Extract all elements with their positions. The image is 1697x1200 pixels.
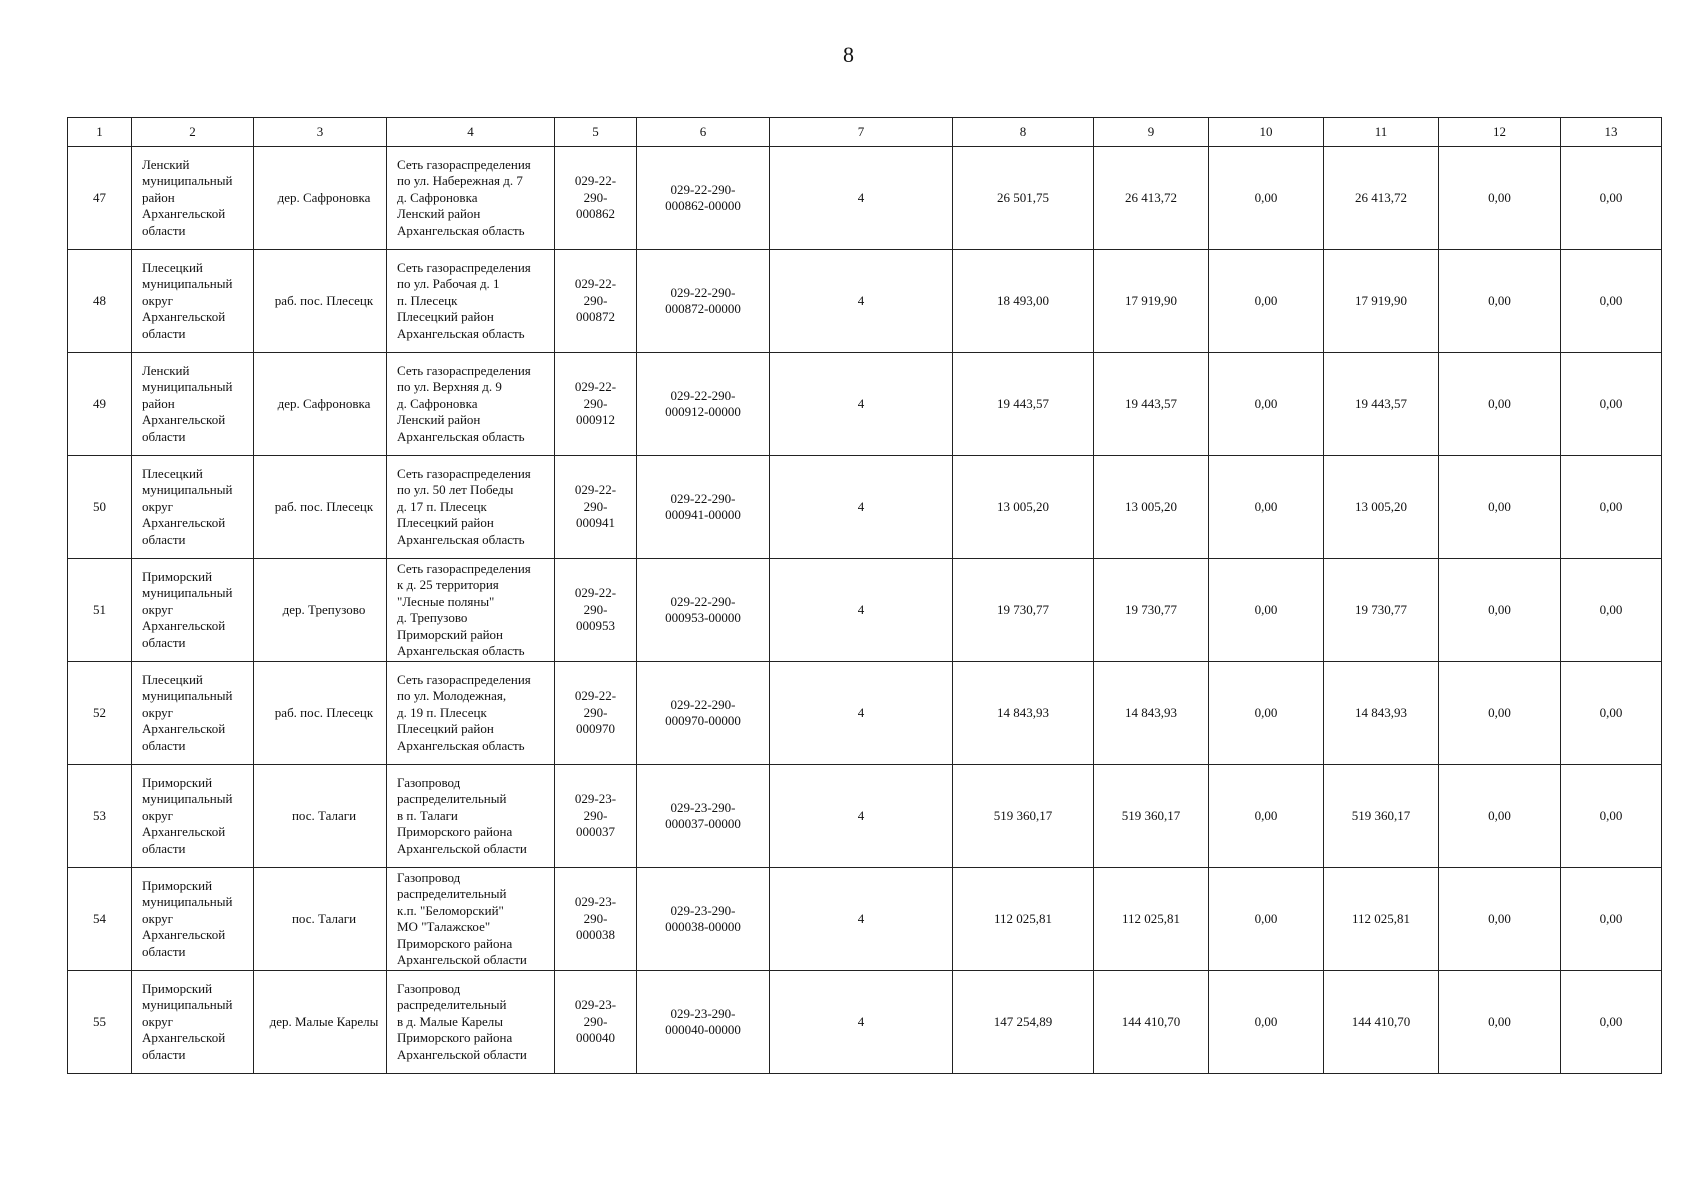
registration-number-cell xyxy=(637,250,770,353)
value-col8-cell-text: 26 501,75 xyxy=(997,189,1049,205)
category-cell xyxy=(770,250,953,353)
value-col13-cell-text: 0,00 xyxy=(1599,910,1623,926)
row-number-cell xyxy=(68,662,132,765)
object-name-cell xyxy=(387,971,555,1074)
value-col9-cell xyxy=(1094,559,1209,662)
municipality-cell-text: Приморский муниципальный округ Архангельской области xyxy=(142,980,233,1062)
table-row xyxy=(68,559,1662,662)
value-col8-cell xyxy=(953,971,1094,1074)
municipality-cell xyxy=(132,662,254,765)
row-number-cell xyxy=(68,250,132,353)
value-col9-cell-text: 14 843,93 xyxy=(1125,704,1177,720)
registration-number-cell xyxy=(637,147,770,250)
value-col13-cell-text: 0,00 xyxy=(1599,395,1623,411)
column-header-2: 2 xyxy=(132,118,254,147)
row-number-cell-text: 49 xyxy=(93,395,106,411)
registration-number-cell-text: 029-22-290- 000941-00000 xyxy=(665,490,741,522)
value-col10-cell-text: 0,00 xyxy=(1254,910,1278,926)
column-header-4: 4 xyxy=(387,118,555,147)
value-col8-cell xyxy=(953,250,1094,353)
value-col11-cell xyxy=(1324,250,1439,353)
value-col10-cell xyxy=(1209,868,1324,971)
object-code-cell xyxy=(555,559,637,662)
value-col13-cell xyxy=(1561,971,1662,1074)
value-col12-cell-text: 0,00 xyxy=(1488,601,1511,617)
value-col13-cell xyxy=(1561,353,1662,456)
registration-number-cell xyxy=(637,559,770,662)
object-code-cell-text: 029-22- 290- 000872 xyxy=(574,276,617,325)
object-name-cell-text: Сеть газораспределения по ул. Молодежная, д. 19 п. Плесецк Плесецкий район Архангельская область xyxy=(397,671,531,753)
row-number-cell-text: 48 xyxy=(93,292,106,308)
registration-number-cell-text: 029-22-290- 000912-00000 xyxy=(665,387,741,419)
municipality-cell xyxy=(132,147,254,250)
category-cell xyxy=(770,456,953,559)
value-col8-cell-text: 112 025,81 xyxy=(993,910,1053,926)
registration-number-cell-text: 029-23-290- 000040-00000 xyxy=(665,1005,741,1037)
value-col11-cell-text: 26 413,72 xyxy=(1355,189,1407,205)
registration-number-cell xyxy=(637,868,770,971)
settlement-cell-text: пос. Талаги xyxy=(291,910,357,926)
value-col10-cell xyxy=(1209,765,1324,868)
value-col11-cell-text: 19 730,77 xyxy=(1355,601,1407,617)
value-col13-cell xyxy=(1561,250,1662,353)
value-col12-cell-text: 0,00 xyxy=(1488,910,1511,926)
column-header-1: 1 xyxy=(68,118,132,147)
column-header-3: 3 xyxy=(254,118,387,147)
value-col11-cell xyxy=(1324,559,1439,662)
page-number: 8 xyxy=(843,42,854,67)
municipality-cell xyxy=(132,868,254,971)
table-row xyxy=(68,662,1662,765)
settlement-cell-text: раб. пос. Плесецк xyxy=(274,498,374,514)
category-cell-text: 4 xyxy=(857,601,865,617)
municipality-cell-text: Плесецкий муниципальный округ Архангельской области xyxy=(142,465,233,547)
category-cell-text: 4 xyxy=(857,292,865,308)
registration-number-cell-text: 029-22-290- 000862-00000 xyxy=(665,181,741,213)
settlement-cell-text: дер. Сафроновка xyxy=(277,189,371,205)
value-col13-cell-text: 0,00 xyxy=(1599,807,1623,823)
category-cell-text: 4 xyxy=(857,1013,865,1029)
object-name-cell-text: Газопровод распределительный в п. Талаги Приморского района Архангельской области xyxy=(397,774,527,856)
value-col8-cell xyxy=(953,353,1094,456)
value-col8-cell xyxy=(953,868,1094,971)
value-col10-cell-text: 0,00 xyxy=(1254,395,1278,411)
value-col8-cell-text: 18 493,00 xyxy=(997,292,1049,308)
object-name-cell xyxy=(387,868,555,971)
value-col12-cell-text: 0,00 xyxy=(1488,807,1511,823)
object-name-cell-text: Сеть газораспределения по ул. 50 лет Победы д. 17 п. Плесецк Плесецкий район Архангельская область xyxy=(397,465,531,547)
column-header-12: 12 xyxy=(1439,118,1561,147)
registration-number-cell-text: 029-22-290- 000872-00000 xyxy=(665,284,741,316)
registration-number-cell-text: 029-23-290- 000037-00000 xyxy=(665,799,741,831)
category-cell xyxy=(770,147,953,250)
object-code-cell-text: 029-22- 290- 000941 xyxy=(574,482,617,531)
value-col10-cell xyxy=(1209,559,1324,662)
settlement-cell xyxy=(254,147,387,250)
value-col10-cell-text: 0,00 xyxy=(1254,704,1278,720)
value-col10-cell xyxy=(1209,353,1324,456)
value-col8-cell xyxy=(953,662,1094,765)
value-col11-cell-text: 14 843,93 xyxy=(1355,704,1407,720)
value-col9-cell xyxy=(1094,147,1209,250)
object-name-cell-text: Сеть газораспределения по ул. Верхняя д. 9 д. Сафроновка Ленский район Архангельская область xyxy=(397,362,531,444)
object-name-cell-text: Сеть газораспределения к д. 25 территория "Лесные поляны" д. Трепузово Приморский район Архангельская область xyxy=(397,560,531,658)
value-col9-cell xyxy=(1094,868,1209,971)
registration-number-cell xyxy=(637,662,770,765)
value-col13-cell-text: 0,00 xyxy=(1599,189,1623,205)
row-number-cell-text: 51 xyxy=(93,601,106,617)
settlement-cell xyxy=(254,971,387,1074)
value-col10-cell-text: 0,00 xyxy=(1254,1013,1278,1029)
row-number-cell xyxy=(68,559,132,662)
object-code-cell xyxy=(555,250,637,353)
value-col9-cell-text: 19 730,77 xyxy=(1125,601,1177,617)
registration-number-cell-text: 029-22-290- 000970-00000 xyxy=(665,696,741,728)
row-number-cell xyxy=(68,147,132,250)
municipality-cell xyxy=(132,971,254,1074)
object-name-cell xyxy=(387,147,555,250)
value-col10-cell-text: 0,00 xyxy=(1254,601,1278,617)
value-col10-cell-text: 0,00 xyxy=(1254,189,1278,205)
settlement-cell-text: дер. Малые Карелы xyxy=(269,1013,379,1029)
value-col11-cell-text: 144 410,70 xyxy=(1351,1013,1411,1029)
registration-number-cell-text: 029-22-290- 000953-00000 xyxy=(665,593,741,625)
object-name-cell xyxy=(387,250,555,353)
settlement-cell xyxy=(254,559,387,662)
object-code-cell-text: 029-23- 290- 000038 xyxy=(574,894,617,943)
value-col13-cell xyxy=(1561,147,1662,250)
value-col12-cell xyxy=(1439,971,1561,1074)
value-col12-cell xyxy=(1439,456,1561,559)
value-col9-cell xyxy=(1094,456,1209,559)
column-header-13: 13 xyxy=(1561,118,1662,147)
category-cell-text: 4 xyxy=(857,395,865,411)
category-cell-text: 4 xyxy=(857,704,865,720)
value-col12-cell-text: 0,00 xyxy=(1488,292,1511,308)
row-number-cell xyxy=(68,353,132,456)
value-col13-cell-text: 0,00 xyxy=(1599,601,1623,617)
value-col12-cell-text: 0,00 xyxy=(1488,704,1511,720)
object-code-cell-text: 029-23- 290- 000040 xyxy=(574,997,617,1046)
table-row xyxy=(68,353,1662,456)
value-col11-cell xyxy=(1324,971,1439,1074)
value-col9-cell-text: 17 919,90 xyxy=(1125,292,1177,308)
value-col11-cell xyxy=(1324,456,1439,559)
value-col9-cell-text: 519 360,17 xyxy=(1121,807,1181,823)
value-col10-cell-text: 0,00 xyxy=(1254,807,1278,823)
value-col12-cell xyxy=(1439,868,1561,971)
value-col10-cell xyxy=(1209,147,1324,250)
table-row xyxy=(68,456,1662,559)
column-header-5: 5 xyxy=(555,118,637,147)
value-col9-cell-text: 112 025,81 xyxy=(1121,910,1181,926)
object-name-cell-text: Сеть газораспределения по ул. Рабочая д. 1 п. Плесецк Плесецкий район Архангельская область xyxy=(397,259,531,341)
value-col13-cell xyxy=(1561,868,1662,971)
row-number-cell-text: 53 xyxy=(93,807,106,823)
value-col10-cell-text: 0,00 xyxy=(1254,498,1278,514)
municipality-cell xyxy=(132,456,254,559)
row-number-cell-text: 50 xyxy=(93,498,106,514)
value-col13-cell-text: 0,00 xyxy=(1599,704,1623,720)
object-code-cell-text: 029-22- 290- 000912 xyxy=(574,379,617,428)
value-col9-cell xyxy=(1094,662,1209,765)
settlement-cell xyxy=(254,353,387,456)
value-col12-cell xyxy=(1439,559,1561,662)
municipality-cell xyxy=(132,353,254,456)
category-cell xyxy=(770,662,953,765)
object-name-cell-text: Газопровод распределительный в д. Малые Карелы Приморского района Архангельской области xyxy=(397,980,527,1062)
table-body xyxy=(68,147,1662,1074)
column-header-8: 8 xyxy=(953,118,1094,147)
value-col8-cell xyxy=(953,456,1094,559)
value-col12-cell xyxy=(1439,765,1561,868)
value-col13-cell-text: 0,00 xyxy=(1599,498,1623,514)
value-col12-cell xyxy=(1439,250,1561,353)
object-name-cell xyxy=(387,765,555,868)
row-number-cell-text: 47 xyxy=(93,189,106,205)
category-cell-text: 4 xyxy=(857,498,865,514)
settlement-cell xyxy=(254,868,387,971)
object-code-cell xyxy=(555,971,637,1074)
object-code-cell xyxy=(555,353,637,456)
object-name-cell xyxy=(387,353,555,456)
value-col9-cell-text: 144 410,70 xyxy=(1121,1013,1181,1029)
value-col8-cell-text: 19 730,77 xyxy=(997,601,1049,617)
value-col12-cell-text: 0,00 xyxy=(1488,395,1511,411)
value-col10-cell-text: 0,00 xyxy=(1254,292,1278,308)
value-col11-cell-text: 112 025,81 xyxy=(1351,910,1411,926)
municipality-cell xyxy=(132,250,254,353)
category-cell-text: 4 xyxy=(857,189,865,205)
registration-number-cell xyxy=(637,456,770,559)
row-number-cell-text: 55 xyxy=(93,1013,106,1029)
value-col13-cell xyxy=(1561,765,1662,868)
value-col9-cell xyxy=(1094,353,1209,456)
municipality-cell-text: Плесецкий муниципальный округ Архангельской области xyxy=(142,259,233,341)
municipality-cell-text: Приморский муниципальный округ Архангельской области xyxy=(142,774,233,856)
table-row xyxy=(68,765,1662,868)
category-cell-text: 4 xyxy=(857,807,865,823)
column-header-9: 9 xyxy=(1094,118,1209,147)
value-col11-cell xyxy=(1324,353,1439,456)
value-col13-cell-text: 0,00 xyxy=(1599,292,1623,308)
object-name-cell-text: Газопровод распределительный к.п. "Беломорский" МО "Талажское" Приморского района Архангельской области xyxy=(397,869,527,967)
row-number-cell xyxy=(68,971,132,1074)
value-col9-cell xyxy=(1094,971,1209,1074)
object-name-cell xyxy=(387,559,555,662)
header-row xyxy=(68,118,1662,147)
object-name-cell xyxy=(387,662,555,765)
value-col12-cell-text: 0,00 xyxy=(1488,498,1511,514)
settlement-cell-text: дер. Трепузово xyxy=(282,601,366,617)
value-col9-cell xyxy=(1094,250,1209,353)
value-col13-cell-text: 0,00 xyxy=(1599,1013,1623,1029)
value-col8-cell xyxy=(953,559,1094,662)
municipality-cell-text: Приморский муниципальный округ Архангельской области xyxy=(142,877,233,959)
value-col8-cell-text: 519 360,17 xyxy=(993,807,1053,823)
object-code-cell-text: 029-22- 290- 000970 xyxy=(574,688,617,737)
category-cell xyxy=(770,765,953,868)
value-col13-cell xyxy=(1561,662,1662,765)
municipality-cell xyxy=(132,765,254,868)
settlement-cell xyxy=(254,662,387,765)
value-col12-cell xyxy=(1439,147,1561,250)
category-cell xyxy=(770,868,953,971)
value-col12-cell xyxy=(1439,662,1561,765)
object-code-cell xyxy=(555,456,637,559)
value-col11-cell xyxy=(1324,147,1439,250)
value-col9-cell-text: 13 005,20 xyxy=(1125,498,1177,514)
value-col13-cell xyxy=(1561,559,1662,662)
value-col8-cell-text: 19 443,57 xyxy=(997,395,1049,411)
category-cell-text: 4 xyxy=(857,910,865,926)
row-number-cell-text: 54 xyxy=(93,910,106,926)
row-number-cell xyxy=(68,456,132,559)
value-col10-cell xyxy=(1209,971,1324,1074)
table-row xyxy=(68,971,1662,1074)
object-code-cell xyxy=(555,147,637,250)
column-header-7: 7 xyxy=(770,118,953,147)
column-header-11: 11 xyxy=(1324,118,1439,147)
object-code-cell xyxy=(555,765,637,868)
row-number-cell xyxy=(68,765,132,868)
table-row xyxy=(68,250,1662,353)
municipality-cell xyxy=(132,559,254,662)
column-header-6: 6 xyxy=(637,118,770,147)
value-col12-cell-text: 0,00 xyxy=(1488,189,1511,205)
category-cell xyxy=(770,971,953,1074)
object-name-cell-text: Сеть газораспределения по ул. Набережная д. 7 д. Сафроновка Ленский район Архангельская область xyxy=(397,156,531,238)
value-col11-cell xyxy=(1324,662,1439,765)
value-col11-cell xyxy=(1324,868,1439,971)
settlement-cell xyxy=(254,250,387,353)
object-name-cell xyxy=(387,456,555,559)
value-col8-cell-text: 14 843,93 xyxy=(997,704,1049,720)
registration-number-cell-text: 029-23-290- 000038-00000 xyxy=(665,902,741,934)
value-col13-cell xyxy=(1561,456,1662,559)
value-col9-cell-text: 19 443,57 xyxy=(1125,395,1177,411)
column-header-10: 10 xyxy=(1209,118,1324,147)
settlement-cell xyxy=(254,765,387,868)
value-col8-cell-text: 13 005,20 xyxy=(997,498,1049,514)
object-code-cell xyxy=(555,662,637,765)
value-col10-cell xyxy=(1209,456,1324,559)
value-col8-cell xyxy=(953,765,1094,868)
object-code-cell-text: 029-22- 290- 000953 xyxy=(574,585,617,634)
row-number-cell xyxy=(68,868,132,971)
object-code-cell-text: 029-23- 290- 000037 xyxy=(574,791,617,840)
value-col10-cell xyxy=(1209,250,1324,353)
value-col8-cell xyxy=(953,147,1094,250)
municipality-cell-text: Плесецкий муниципальный округ Архангельской области xyxy=(142,671,233,753)
settlement-cell-text: пос. Талаги xyxy=(291,807,357,823)
object-code-cell-text: 029-22- 290- 000862 xyxy=(574,173,617,222)
settlement-cell-text: раб. пос. Плесецк xyxy=(274,704,374,720)
value-col11-cell xyxy=(1324,765,1439,868)
municipality-cell-text: Ленский муниципальный район Архангельской области xyxy=(142,362,233,444)
value-col12-cell xyxy=(1439,353,1561,456)
row-number-cell-text: 52 xyxy=(93,704,106,720)
value-col10-cell xyxy=(1209,662,1324,765)
object-code-cell xyxy=(555,868,637,971)
registration-number-cell xyxy=(637,971,770,1074)
municipality-cell-text: Приморский муниципальный округ Архангельской области xyxy=(142,568,233,650)
value-col11-cell-text: 13 005,20 xyxy=(1355,498,1407,514)
value-col9-cell xyxy=(1094,765,1209,868)
registration-number-cell xyxy=(637,353,770,456)
municipality-cell-text: Ленский муниципальный район Архангельской области xyxy=(142,156,233,238)
value-col9-cell-text: 26 413,72 xyxy=(1125,189,1177,205)
table-row xyxy=(68,868,1662,971)
value-col11-cell-text: 19 443,57 xyxy=(1355,395,1407,411)
category-cell xyxy=(770,353,953,456)
settlement-cell-text: дер. Сафроновка xyxy=(277,395,371,411)
value-col11-cell-text: 519 360,17 xyxy=(1351,807,1411,823)
value-col8-cell-text: 147 254,89 xyxy=(993,1013,1053,1029)
value-col12-cell-text: 0,00 xyxy=(1488,1013,1511,1029)
settlement-cell-text: раб. пос. Плесецк xyxy=(274,292,374,308)
settlement-cell xyxy=(254,456,387,559)
registration-number-cell xyxy=(637,765,770,868)
registry-table xyxy=(67,117,1662,1074)
value-col11-cell-text: 17 919,90 xyxy=(1355,292,1407,308)
category-cell xyxy=(770,559,953,662)
table-row xyxy=(68,147,1662,250)
